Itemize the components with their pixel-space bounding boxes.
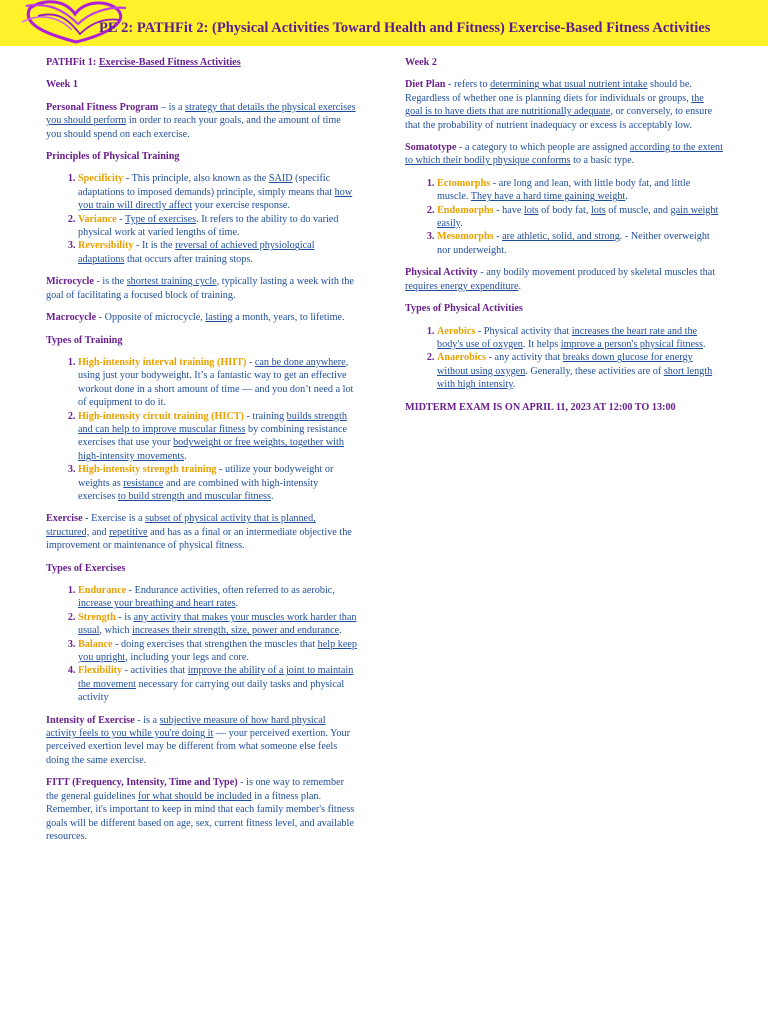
- list-item: 1. Aerobics - Physical activity that increases the heart rate and the body's use of oxygen. It helps improve a person's physical fitness.: [437, 325, 723, 352]
- list-item: 2. Endomorphs - have lots of body fat, lots of muscle, and gain weight easily.: [437, 204, 723, 231]
- midterm-notice: MIDTERM EXAM IS ON APRIL 11, 2023 AT 12:00 TO 13:00: [405, 401, 676, 413]
- list-item: 1. Endurance - Endurance activities, often referred to as aerobic, increase your breathing and heart rates.: [78, 584, 358, 611]
- principles-list: [46, 172, 358, 266]
- list-item: 4. Flexibility - activities that improve the ability of a joint to maintain the movement necessary for carrying out daily tasks and physical activity: [78, 664, 358, 704]
- principles-heading: Principles of Physical Training: [46, 151, 180, 163]
- exercises-list: [46, 584, 358, 705]
- list-item: 1. Ectomorphs - are long and lean, with little body fat, and little muscle. They have a hard time gaining weight.: [437, 177, 723, 204]
- list-item: 2. Strength - is any activity that makes your muscles work harder than usual, which increases their strength, size, power and endurance.: [78, 611, 358, 638]
- somatotype-def: Somatotype - a category to which people are assigned according to the extent to which their bodily physique conforms to a basic type.: [405, 142, 723, 167]
- list-item: 2. Anaerobics - any activity that breaks down glucose for energy without using oxygen. Generally, these activities are of short length with high intensity.: [437, 351, 723, 391]
- list-item: 3. Mesomorphs - are athletic, solid, and strong. - Neither overweight nor underweight.: [437, 230, 723, 257]
- intensity-def: Intensity of Exercise - is a subjective measure of how hard physical activity feels to you while you're doing it — your perceived exertion. Your perceived exertion level may be different from what someone else feels doing the same exercise.: [46, 714, 351, 766]
- list-item: 2. High-intensity circuit training (HICT) - training builds strength and can help to improve muscular fitness by combining resistance exercises that use your bodyweight or free weights, together with high-intensity movements.: [78, 410, 358, 464]
- activities-list: [405, 325, 723, 392]
- week-1-heading: Week 1: [46, 79, 78, 91]
- list-item: 1. High-intensity interval training (HIIT) - can be done anywhere, using just your bodyweight. It’s a fantastic way to get an effective workout done in a short amount of time — and you don’t need a lot of equipment to do it.: [78, 356, 358, 410]
- right-column: [405, 56, 723, 423]
- list-item: 3. Balance - doing exercises that strengthen the muscles that help keep you upright, including your legs and core.: [78, 638, 358, 665]
- training-list: [46, 356, 358, 503]
- exercise-def: Exercise - Exercise is a subset of physical activity that is planned, structured, and repetitive and has as a final or an intermediate objective the improvement or maintenance of physical fitness.: [46, 513, 352, 552]
- training-heading: Types of Training: [46, 334, 123, 346]
- list-item: 3. Reversibility - It is the reversal of achieved physiological adaptations that occurs after training stops.: [78, 239, 358, 266]
- personal-fitness-program-def: Personal Fitness Program – is a strategy that details the physical exercises you should perform in order to reach your goals, and the amount of time you should spend on each exercise.: [46, 101, 356, 140]
- list-item: 2. Variance - Type of exercises. It refers to the ability to do varied physical work at varied lengths of time.: [78, 213, 358, 240]
- page-title: PE 2: PATHFit 2: (Physical Activities Toward Health and Fitness) Exercise-Based Fitness Activities: [99, 20, 711, 36]
- list-item: 1. Specificity - This principle, also known as the SAID (specific adaptations to imposed demands) principle, simply means that how you train will directly affect your exercise response.: [78, 172, 358, 212]
- fitt-def: FITT (Frequency, Intensity, Time and Type) - is one way to remember the general guidelines for what should be included in a fitness plan. Remember, it's important to keep in mind that each family member's fitness goals will be different based on age, sex, current fitness level, and available resources.: [46, 777, 355, 842]
- list-item: 3. High-intensity strength training - utilize your bodyweight or weights as resistance and are combined with high-intensity exercises to build strength and muscular fitness.: [78, 463, 358, 503]
- macrocycle-def: Macrocycle - Opposite of microcycle, lasting a month, years, to lifetime.: [46, 312, 345, 324]
- activities-heading: Types of Physical Activities: [405, 303, 523, 315]
- exercises-heading: Types of Exercises: [46, 562, 126, 574]
- week-2-heading: Week 2: [405, 57, 437, 68]
- microcycle-def: Microcycle - is the shortest training cycle, typically lasting a week with the goal of facilitating a focused block of training.: [46, 276, 354, 301]
- left-column: [46, 56, 358, 852]
- title-banner: [0, 0, 768, 46]
- diet-plan-def: Diet Plan - refers to determining what usual nutrient intake should be. Regardless of whether one is planning diets for individuals or groups, the goal is to have diets that are nutritionally adequate, or conversely, to ensure that the probability of nutrient inadequacy or excess is acceptably low.: [405, 79, 713, 131]
- physical-activity-def: Physical Activity - any bodily movement produced by skeletal muscles that requires energy expenditure.: [405, 267, 716, 292]
- somatotype-list: [405, 177, 723, 257]
- course-header: PATHFit 1: Exercise-Based Fitness Activities: [46, 57, 241, 68]
